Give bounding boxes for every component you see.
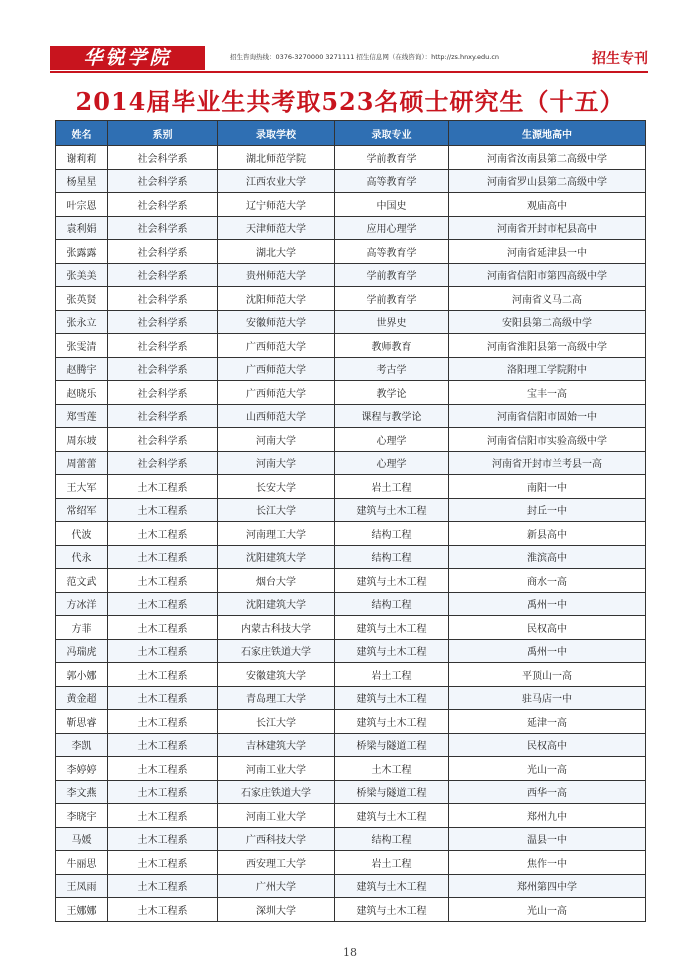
cell-name: 谢莉莉 xyxy=(56,146,108,170)
cell-school: 安徽建筑大学 xyxy=(218,663,335,687)
cell-name: 周东坡 xyxy=(56,428,108,452)
cell-high-school: 河南省罗山县第二高级中学 xyxy=(449,169,646,193)
cell-major: 建筑与土木工程 xyxy=(335,686,449,710)
cell-high-school: 安阳县第二高级中学 xyxy=(449,310,646,334)
column-header-high-school: 生源地高中 xyxy=(449,121,646,146)
cell-name: 周蕾蕾 xyxy=(56,451,108,475)
cell-department: 土木工程系 xyxy=(108,804,218,828)
table-row xyxy=(56,357,646,381)
cell-name: 郭小娜 xyxy=(56,663,108,687)
cell-department: 社会科学系 xyxy=(108,263,218,287)
cell-name: 代永 xyxy=(56,545,108,569)
cell-name: 方菲 xyxy=(56,616,108,640)
cell-major: 教学论 xyxy=(335,381,449,405)
cell-major: 心理学 xyxy=(335,451,449,475)
table-row xyxy=(56,616,646,640)
cell-major: 岩土工程 xyxy=(335,663,449,687)
cell-department: 社会科学系 xyxy=(108,310,218,334)
cell-school: 河南理工大学 xyxy=(218,522,335,546)
table-row xyxy=(56,874,646,898)
table-row xyxy=(56,592,646,616)
cell-school: 沈阳建筑大学 xyxy=(218,545,335,569)
cell-school: 长安大学 xyxy=(218,475,335,499)
cell-name: 方冰洋 xyxy=(56,592,108,616)
cell-school: 石家庄铁道大学 xyxy=(218,780,335,804)
cell-name: 靳思睿 xyxy=(56,710,108,734)
cell-major: 建筑与土木工程 xyxy=(335,874,449,898)
cell-high-school: 商水一高 xyxy=(449,569,646,593)
cell-name: 李晓宇 xyxy=(56,804,108,828)
college-logo: 华锐学院 xyxy=(50,46,205,70)
cell-school: 沈阳建筑大学 xyxy=(218,592,335,616)
cell-department: 土木工程系 xyxy=(108,475,218,499)
cell-department: 社会科学系 xyxy=(108,357,218,381)
cell-name: 马媛 xyxy=(56,827,108,851)
cell-high-school: 河南省开封市兰考县一高 xyxy=(449,451,646,475)
section-label: 招生专刊 xyxy=(592,51,648,67)
page-header xyxy=(0,0,700,75)
column-header-school: 录取学校 xyxy=(218,121,335,146)
cell-major: 建筑与土木工程 xyxy=(335,804,449,828)
cell-name: 代波 xyxy=(56,522,108,546)
cell-department: 土木工程系 xyxy=(108,710,218,734)
table-header xyxy=(56,121,646,146)
page-number: 18 xyxy=(343,946,357,959)
cell-school: 广西师范大学 xyxy=(218,357,335,381)
cell-department: 土木工程系 xyxy=(108,663,218,687)
cell-department: 土木工程系 xyxy=(108,780,218,804)
cell-department: 社会科学系 xyxy=(108,216,218,240)
cell-department: 土木工程系 xyxy=(108,616,218,640)
cell-major: 高等教育学 xyxy=(335,169,449,193)
cell-major: 应用心理学 xyxy=(335,216,449,240)
cell-school: 长江大学 xyxy=(218,710,335,734)
cell-major: 结构工程 xyxy=(335,592,449,616)
cell-major: 建筑与土木工程 xyxy=(335,898,449,922)
cell-major: 建筑与土木工程 xyxy=(335,639,449,663)
cell-high-school: 封丘一中 xyxy=(449,498,646,522)
cell-school: 辽宁师范大学 xyxy=(218,193,335,217)
header-row xyxy=(56,121,646,146)
cell-department: 社会科学系 xyxy=(108,169,218,193)
cell-name: 张英贤 xyxy=(56,287,108,311)
cell-name: 黄金超 xyxy=(56,686,108,710)
cell-name: 范文武 xyxy=(56,569,108,593)
table-row xyxy=(56,216,646,240)
cell-high-school: 禹州一中 xyxy=(449,592,646,616)
cell-school: 安徽师范大学 xyxy=(218,310,335,334)
cell-department: 土木工程系 xyxy=(108,851,218,875)
cell-high-school: 温县一中 xyxy=(449,827,646,851)
cell-high-school: 新县高中 xyxy=(449,522,646,546)
table-row xyxy=(56,146,646,170)
cell-department: 土木工程系 xyxy=(108,639,218,663)
cell-name: 张永立 xyxy=(56,310,108,334)
cell-name: 赵晓乐 xyxy=(56,381,108,405)
cell-school: 广西师范大学 xyxy=(218,381,335,405)
cell-school: 内蒙古科技大学 xyxy=(218,616,335,640)
cell-major: 建筑与土木工程 xyxy=(335,616,449,640)
contact-info: 招生咨询热线：0376-3270000 3271111 招生信息网（在线咨询）：http://zs.hnxy.edu.cn xyxy=(230,53,500,61)
cell-name: 张雯清 xyxy=(56,334,108,358)
table-row xyxy=(56,193,646,217)
cell-school: 贵州师范大学 xyxy=(218,263,335,287)
table-row xyxy=(56,663,646,687)
table-row xyxy=(56,780,646,804)
table-row xyxy=(56,428,646,452)
cell-major: 桥梁与隧道工程 xyxy=(335,780,449,804)
table-row xyxy=(56,733,646,757)
cell-major: 中国史 xyxy=(335,193,449,217)
table-row xyxy=(56,310,646,334)
cell-major: 高等教育学 xyxy=(335,240,449,264)
cell-high-school: 河南省信阳市固始一中 xyxy=(449,404,646,428)
cell-major: 结构工程 xyxy=(335,522,449,546)
table-row xyxy=(56,240,646,264)
column-header-name: 姓名 xyxy=(56,121,108,146)
cell-department: 土木工程系 xyxy=(108,874,218,898)
cell-major: 世界史 xyxy=(335,310,449,334)
cell-major: 岩土工程 xyxy=(335,851,449,875)
cell-name: 李婷婷 xyxy=(56,757,108,781)
table-row xyxy=(56,169,646,193)
cell-school: 山西师范大学 xyxy=(218,404,335,428)
cell-major: 考古学 xyxy=(335,357,449,381)
cell-high-school: 焦作一中 xyxy=(449,851,646,875)
cell-name: 郑雪莲 xyxy=(56,404,108,428)
cell-high-school: 宝丰一高 xyxy=(449,381,646,405)
cell-school: 青岛理工大学 xyxy=(218,686,335,710)
cell-high-school: 光山一高 xyxy=(449,898,646,922)
cell-high-school: 河南省汝南县第二高级中学 xyxy=(449,146,646,170)
cell-school: 烟台大学 xyxy=(218,569,335,593)
table-row xyxy=(56,569,646,593)
table-row xyxy=(56,451,646,475)
cell-major: 学前教育学 xyxy=(335,146,449,170)
cell-major: 结构工程 xyxy=(335,545,449,569)
cell-department: 社会科学系 xyxy=(108,404,218,428)
cell-high-school: 河南省淮阳县第一高级中学 xyxy=(449,334,646,358)
cell-major: 心理学 xyxy=(335,428,449,452)
cell-name: 张美美 xyxy=(56,263,108,287)
cell-high-school: 民权高中 xyxy=(449,616,646,640)
cell-school: 天津师范大学 xyxy=(218,216,335,240)
cell-school: 沈阳师范大学 xyxy=(218,287,335,311)
cell-department: 土木工程系 xyxy=(108,569,218,593)
cell-name: 王娜娜 xyxy=(56,898,108,922)
cell-school: 湖北大学 xyxy=(218,240,335,264)
cell-school: 广西科技大学 xyxy=(218,827,335,851)
cell-high-school: 平顶山一高 xyxy=(449,663,646,687)
cell-school: 河南工业大学 xyxy=(218,757,335,781)
table-row xyxy=(56,639,646,663)
cell-major: 结构工程 xyxy=(335,827,449,851)
cell-department: 社会科学系 xyxy=(108,240,218,264)
table-row xyxy=(56,757,646,781)
cell-department: 土木工程系 xyxy=(108,498,218,522)
table-row xyxy=(56,404,646,428)
cell-major: 岩土工程 xyxy=(335,475,449,499)
table-row xyxy=(56,287,646,311)
cell-high-school: 驻马店一中 xyxy=(449,686,646,710)
cell-high-school: 河南省延津县一中 xyxy=(449,240,646,264)
cell-name: 冯瑞虎 xyxy=(56,639,108,663)
table-row xyxy=(56,381,646,405)
cell-department: 土木工程系 xyxy=(108,686,218,710)
cell-name: 李文燕 xyxy=(56,780,108,804)
cell-school: 石家庄铁道大学 xyxy=(218,639,335,663)
cell-school: 深圳大学 xyxy=(218,898,335,922)
cell-school: 西安理工大学 xyxy=(218,851,335,875)
cell-department: 土木工程系 xyxy=(108,522,218,546)
cell-high-school: 河南省开封市杞县高中 xyxy=(449,216,646,240)
header-divider xyxy=(50,71,648,73)
cell-school: 广西师范大学 xyxy=(218,334,335,358)
table-row xyxy=(56,475,646,499)
cell-department: 土木工程系 xyxy=(108,898,218,922)
cell-department: 社会科学系 xyxy=(108,334,218,358)
cell-major: 土木工程 xyxy=(335,757,449,781)
cell-name: 张露露 xyxy=(56,240,108,264)
cell-department: 社会科学系 xyxy=(108,146,218,170)
cell-major: 建筑与土木工程 xyxy=(335,710,449,734)
cell-major: 建筑与土木工程 xyxy=(335,569,449,593)
cell-school: 江西农业大学 xyxy=(218,169,335,193)
cell-school: 湖北师范学院 xyxy=(218,146,335,170)
cell-school: 吉林建筑大学 xyxy=(218,733,335,757)
cell-department: 土木工程系 xyxy=(108,592,218,616)
table-row xyxy=(56,710,646,734)
cell-name: 王凤雨 xyxy=(56,874,108,898)
cell-department: 社会科学系 xyxy=(108,451,218,475)
cell-department: 土木工程系 xyxy=(108,733,218,757)
cell-department: 社会科学系 xyxy=(108,381,218,405)
table-row xyxy=(56,686,646,710)
cell-school: 河南大学 xyxy=(218,428,335,452)
table-row xyxy=(56,498,646,522)
cell-high-school: 河南省信阳市第四高级中学 xyxy=(449,263,646,287)
cell-high-school: 洛阳理工学院附中 xyxy=(449,357,646,381)
cell-high-school: 延津一高 xyxy=(449,710,646,734)
cell-major: 建筑与土木工程 xyxy=(335,498,449,522)
cell-name: 叶宗恩 xyxy=(56,193,108,217)
cell-name: 常绍军 xyxy=(56,498,108,522)
cell-name: 赵腾宇 xyxy=(56,357,108,381)
table-body xyxy=(56,146,646,922)
cell-department: 社会科学系 xyxy=(108,193,218,217)
cell-high-school: 南阳一中 xyxy=(449,475,646,499)
table-row xyxy=(56,334,646,358)
cell-department: 土木工程系 xyxy=(108,545,218,569)
cell-name: 李凯 xyxy=(56,733,108,757)
cell-name: 牛丽思 xyxy=(56,851,108,875)
column-header-major: 录取专业 xyxy=(335,121,449,146)
cell-department: 社会科学系 xyxy=(108,287,218,311)
cell-major: 课程与教学论 xyxy=(335,404,449,428)
table-row xyxy=(56,263,646,287)
cell-high-school: 观庙高中 xyxy=(449,193,646,217)
cell-school: 长江大学 xyxy=(218,498,335,522)
table-row xyxy=(56,898,646,922)
cell-high-school: 河南省信阳市实验高级中学 xyxy=(449,428,646,452)
table-row xyxy=(56,827,646,851)
cell-high-school: 郑州第四中学 xyxy=(449,874,646,898)
cell-major: 桥梁与隧道工程 xyxy=(335,733,449,757)
cell-major: 学前教育学 xyxy=(335,287,449,311)
table-row xyxy=(56,851,646,875)
table-row xyxy=(56,522,646,546)
cell-name: 王大军 xyxy=(56,475,108,499)
table-row xyxy=(56,545,646,569)
cell-high-school: 郑州九中 xyxy=(449,804,646,828)
cell-major: 学前教育学 xyxy=(335,263,449,287)
column-header-department: 系别 xyxy=(108,121,218,146)
cell-school: 广州大学 xyxy=(218,874,335,898)
page-title: 2014届毕业生共考取523名硕士研究生（十五） xyxy=(75,87,625,116)
cell-high-school: 淮滨高中 xyxy=(449,545,646,569)
cell-name: 杨星星 xyxy=(56,169,108,193)
cell-high-school: 光山一高 xyxy=(449,757,646,781)
cell-high-school: 民权高中 xyxy=(449,733,646,757)
cell-high-school: 禹州一中 xyxy=(449,639,646,663)
cell-high-school: 西华一高 xyxy=(449,780,646,804)
cell-major: 教师教育 xyxy=(335,334,449,358)
cell-department: 社会科学系 xyxy=(108,428,218,452)
cell-department: 土木工程系 xyxy=(108,757,218,781)
cell-school: 河南大学 xyxy=(218,451,335,475)
cell-school: 河南工业大学 xyxy=(218,804,335,828)
cell-name: 袁利娟 xyxy=(56,216,108,240)
cell-department: 土木工程系 xyxy=(108,827,218,851)
admissions-table xyxy=(55,120,646,922)
table-row xyxy=(56,804,646,828)
cell-high-school: 河南省义马二高 xyxy=(449,287,646,311)
